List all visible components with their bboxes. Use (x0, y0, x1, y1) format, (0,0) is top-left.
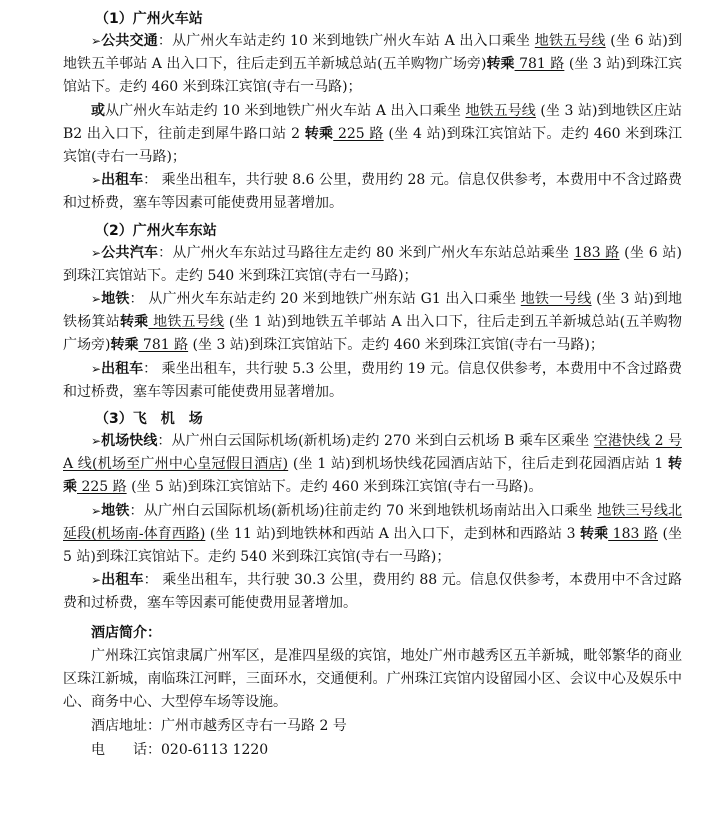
section-title-guangzhou-east-station: （2）广州火车东站 (95, 222, 217, 239)
link-airport-express-2a[interactable]: 空港快线 2 号 A 线(机场至广州中心皇冠假日酒店) (63, 433, 683, 473)
hotel-intro-title: 酒店简介： (91, 624, 161, 641)
arrow-bullet-icon: ➢ (91, 292, 102, 307)
arrow-bullet-icon: ➢ (91, 434, 102, 449)
section-title-guangzhou-station: （1）广州火车站 (95, 11, 203, 27)
hotel-intro-text: 广州珠江宾馆隶属广州军区，是准四星级的宾馆，地处广州市越秀区五羊新城，毗邻繁华的商业区珠江新城，南临珠江河畔，三面环水，交通便利。广州珠江宾馆内设留园小区、会议中心及娱乐中心、商务中心、大型停车场等设施。 (63, 647, 682, 711)
arrow-bullet-icon: ➢ (91, 503, 102, 518)
paragraph-s3-metro: ➢地铁：从广州白云国际机场(新机场)往前走约 70 米到地铁机场南站出入口乘坐 地铁三号线北延段(机场南-体育西路) (坐 11 站)到地铁林和西站 A 出入口下，走到林和西路站 3 转乘 183 路 (坐 5 站)到珠江宾馆站下。走约 540 米到珠江宾馆(寺右一马路)； (63, 502, 683, 566)
link-bus-225[interactable]: 225 路 (77, 479, 127, 496)
link-bus-183[interactable]: 183 路 (608, 525, 658, 542)
paragraph-s2-metro: ➢地铁： 从广州火车东站走约 20 米到地铁广州东站 G1 出入口乘坐 地铁一号线 (坐 3 站)到地铁杨箕站转乘 地铁五号线 (坐 1 站)到地铁五羊邨站 A 出入口下，往后走到五羊新城总站(五羊购物广场旁)转乘 781 路 (坐 3 站)到珠江宾馆站下。走约 460 米到珠江宾馆(寺右一马路)； (63, 291, 683, 354)
paragraph-s3-airport-express: ➢机场快线：从广州白云国际机场(新机场)走约 270 米到白云机场 B 乘车区乘坐 空港快线 2 号 A 线(机场至广州中心皇冠假日酒店) (坐 1 站)到机场快线花园酒店站下，往后走到花园酒店站 1 转乘 225 路 (坐 5 站)到珠江宾馆站下。走约 460 米到珠江宾馆(寺右一马路)。 (63, 433, 683, 496)
arrow-bullet-icon: ➢ (91, 173, 102, 188)
link-bus-781[interactable]: 781 路 (138, 337, 189, 354)
arrow-bullet-icon: ➢ (91, 361, 102, 376)
paragraph-s1-taxi: ➢出租车： 乘坐出租车，共行驶 8.6 公里，费用约 28 元。信息仅供参考，本费用中不含过路费和过桥费，塞车等因素可能使费用显著增加。 (63, 172, 683, 212)
paragraph-s1-alternative: 或从广州火车站走约 10 米到地铁广州火车站 A 出入口乘坐 地铁五号线 (坐 3 站)到地铁区庄站 B2 出入口下，往前走到犀牛路口站 2 转乘 225 路 (坐 4 站)到珠江宾馆站下。走约 460 米到珠江宾馆(寺右一马路)； (63, 102, 683, 166)
link-bus-183[interactable]: 183 路 (573, 244, 620, 261)
hotel-phone: 电 话：020-6113 1220 (91, 742, 269, 759)
link-bus-225[interactable]: 225 路 (333, 125, 384, 142)
paragraph-s2-bus: ➢公共汽车：从广州火车东站过马路往左走约 80 米到广州火车东站总站乘坐 183 路 (坐 6 站)到珠江宾馆站下。走约 540 米到珠江宾馆(寺右一马路)； (63, 244, 682, 284)
link-metro-line-5[interactable]: 地铁五号线 (148, 314, 225, 331)
paragraph-s1-public-transit: ➢公共交通：从广州火车站走约 10 米到地铁广州火车站 A 出入口乘坐 地铁五号线 (坐 6 站)到地铁五羊邨站 A 出入口下，往后走到五羊新城总站(五羊购物广场旁)转乘 781 路 (坐 3 站)到珠江宾馆站下。走约 460 米到珠江宾馆(寺右一马路)； (63, 33, 683, 96)
link-metro-line-5[interactable]: 地铁五号线 (465, 102, 536, 119)
link-bus-781[interactable]: 781 路 (514, 56, 565, 73)
link-metro-line-3-north[interactable]: 地铁三号线北延段(机场南-体育西路) (63, 502, 683, 542)
paragraph-s3-taxi: ➢出租车： 乘坐出租车，共行驶 30.3 公里，费用约 88 元。信息仅供参考，本费用中不含过路费和过桥费，塞车等因素可能使费用显著增加。 (63, 572, 682, 612)
section-title-airport: （3）飞 机 场 (95, 411, 203, 428)
arrow-bullet-icon: ➢ (91, 245, 102, 260)
arrow-bullet-icon: ➢ (91, 573, 102, 588)
link-metro-line-1[interactable]: 地铁一号线 (520, 291, 592, 308)
arrow-bullet-icon: ➢ (91, 34, 102, 48)
link-metro-line-5[interactable]: 地铁五号线 (534, 33, 606, 49)
hotel-address: 酒店地址：广州市越秀区寺右一马路 2 号 (91, 718, 347, 735)
paragraph-s2-taxi: ➢出租车： 乘坐出租车，共行驶 5.3 公里，费用约 19 元。信息仅供参考，本费用中不含过路费和过桥费，塞车等因素可能使费用显著增加。 (63, 360, 683, 400)
